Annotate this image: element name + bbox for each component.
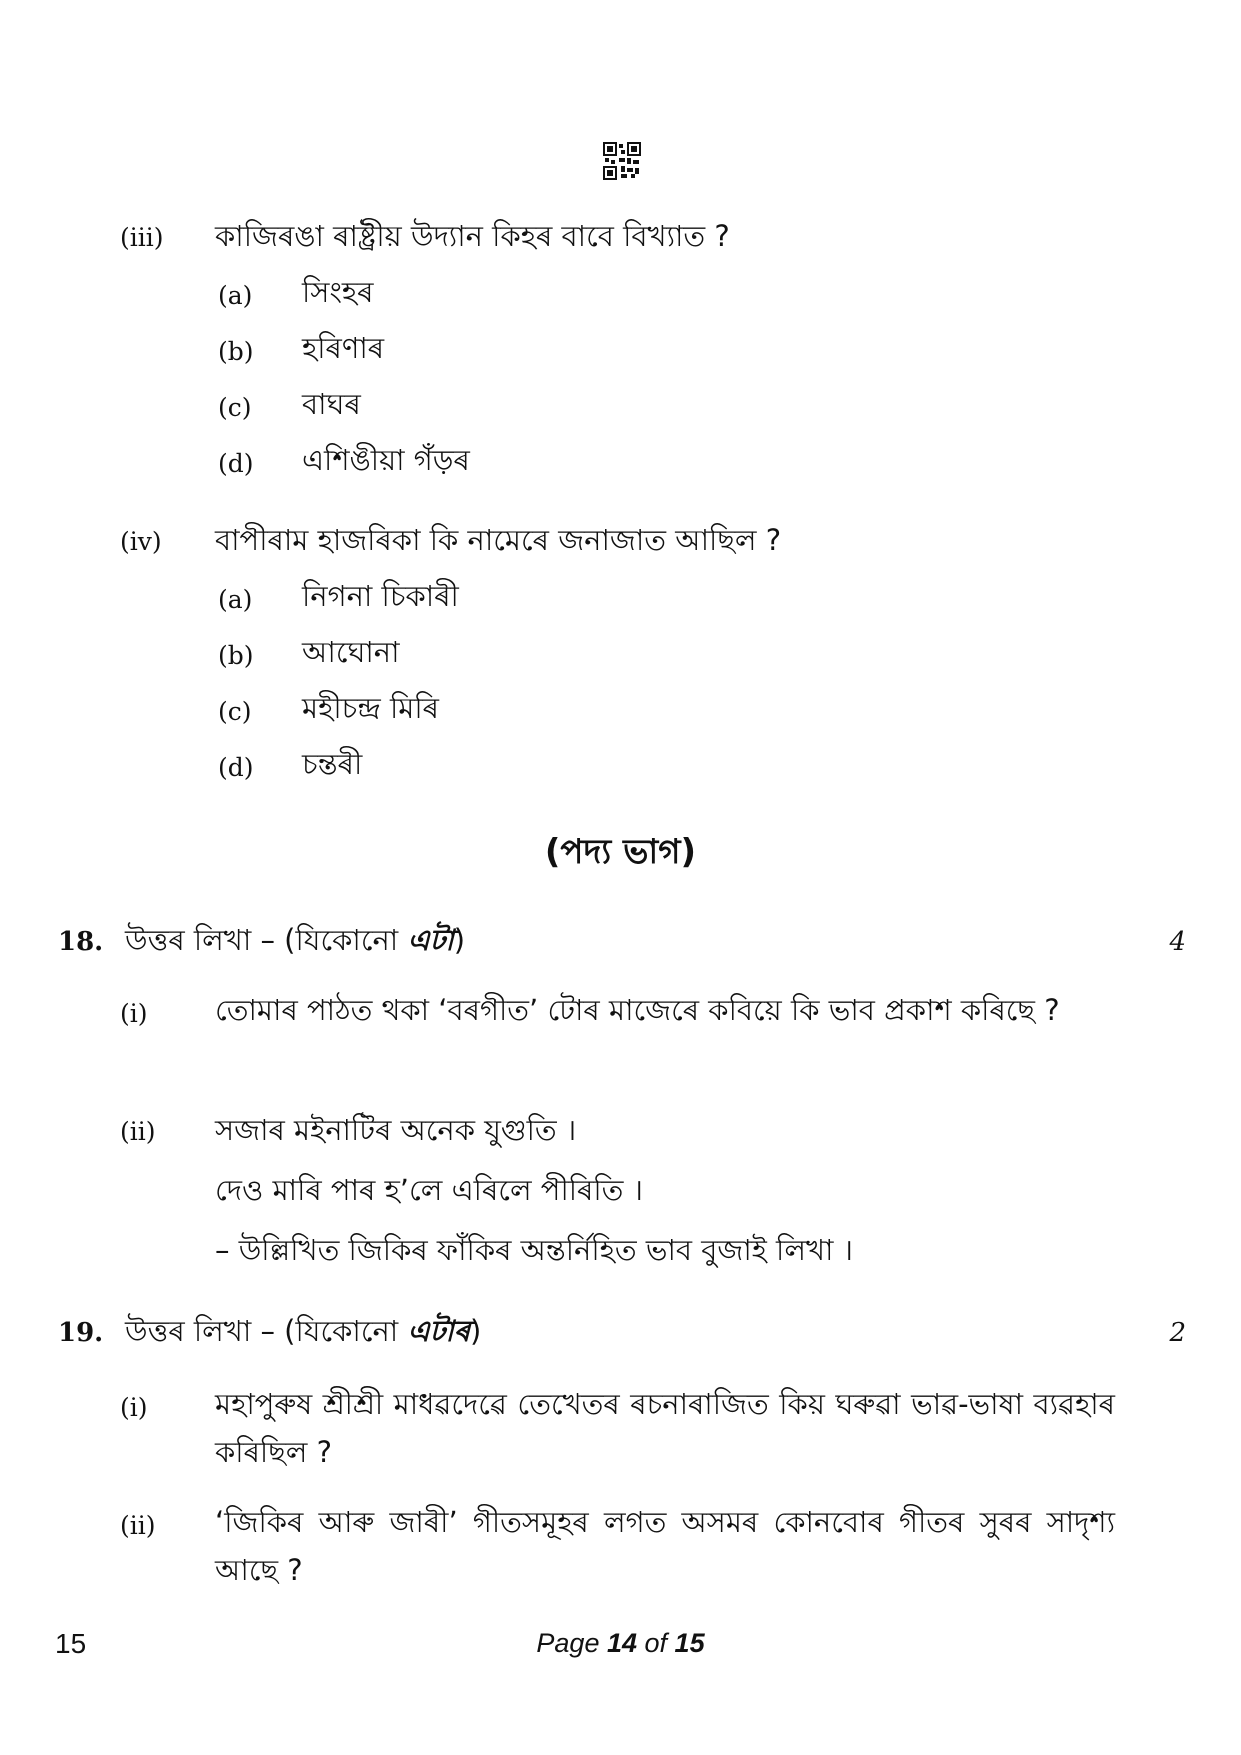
part-number: (i): [120, 1393, 148, 1422]
paper-code: 15: [55, 1628, 87, 1659]
question-instruction: উত্তৰ লিখা – (যিকোনো এটাৰ): [125, 1314, 482, 1348]
part-text: ‘জিকিৰ আৰু জাৰী’ গীতসমূহৰ লগত অসমৰ কোনবোৰ গীতৰ সুৰৰ সাদৃশ্য আছে ?: [215, 1505, 1115, 1587]
option-label: (d): [218, 449, 254, 478]
verse-line: সজাৰ মইনাটিৰ অনেক যুগুতি ।: [215, 1113, 577, 1147]
part-number: (i): [120, 999, 148, 1028]
option-label: (c): [218, 393, 252, 422]
option-label: (b): [218, 641, 254, 670]
part-text: তোমাৰ পাঠত থকা ‘বৰগীত’ টোৰ মাজেৰে কবিয়ে কি ভাব প্ৰকাশ কৰিছে ?: [215, 993, 1060, 1027]
option-text: চন্তৰী: [302, 747, 363, 781]
question-number: 19.: [58, 1318, 104, 1348]
emphasis: এটাৰ: [407, 1314, 471, 1348]
option-text: বাঘৰ: [302, 387, 361, 421]
option-text: সিংহৰ: [302, 275, 374, 309]
option-text: আঘোনা: [302, 635, 400, 669]
question-number: (iii): [120, 223, 164, 252]
option-label: (a): [218, 281, 253, 310]
option-label: (d): [218, 753, 254, 782]
option-text: এশিঙীয়া গঁড়ৰ: [302, 443, 470, 477]
question-number: 18.: [58, 927, 104, 957]
question-number: (iv): [120, 527, 162, 556]
option-text: নিগনা চিকাৰী: [302, 579, 459, 613]
section-heading: (পদ্য ভাগ): [544, 832, 697, 872]
question-text: – উল্লিখিত জিকিৰ ফাঁকিৰ অন্তৰ্নিহিত ভাব বুজাই লিখা ।: [215, 1233, 854, 1267]
page-number: Page 14 of 15: [536, 1628, 705, 1658]
option-label: (a): [218, 585, 253, 614]
part-number: (ii): [120, 1117, 156, 1146]
option-label: (c): [218, 697, 252, 726]
option-text: মহীচন্দ্ৰ মিৰি: [302, 691, 439, 725]
marks: 2: [1169, 1318, 1186, 1348]
qr-code: [603, 142, 641, 180]
emphasis: এটা: [407, 923, 454, 957]
verse-line: দেও মাৰি পাৰ হ’লে এৰিলে পীৰিতি ।: [215, 1173, 644, 1207]
option-text: হৰিণাৰ: [302, 331, 385, 365]
question-instruction: উত্তৰ লিখা – (যিকোনো এটা): [125, 923, 466, 957]
part-number: (ii): [120, 1511, 156, 1540]
question-text: কাজিৰঙা ৰাষ্ট্ৰীয় উদ্যান কিহৰ বাবে বিখ্যাত ?: [215, 219, 730, 253]
marks: 4: [1169, 927, 1186, 957]
question-text: বাপীৰাম হাজৰিকা কি নামেৰে জনাজাত আছিল ?: [215, 523, 782, 557]
option-label: (b): [218, 337, 254, 366]
part-text: মহাপুৰুষ শ্ৰীশ্ৰী মাধৱদেৱে তেখেতৰ ৰচনাৰাজিত কিয় ঘৰুৱা ভাৱ-ভাষা ব্যৱহাৰ কৰিছিল ?: [215, 1387, 1115, 1469]
